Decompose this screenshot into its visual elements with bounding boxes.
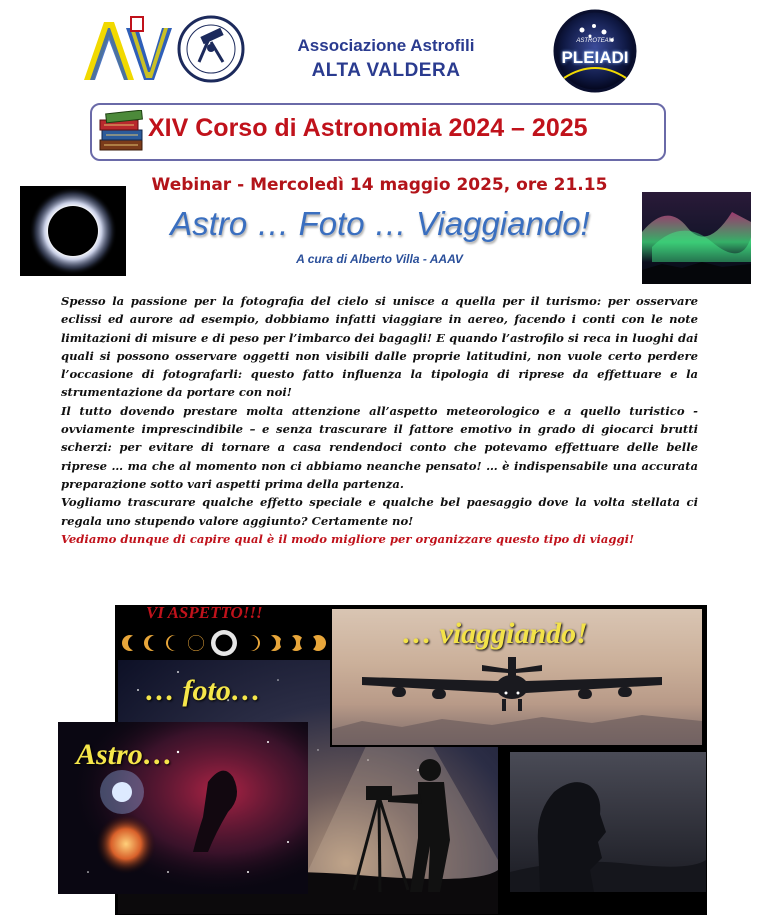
books-icon [98,110,146,154]
description-paragraph-1: Spesso la passione per la fotografia del cielo si unisce a quella per il turismo: per osservare eclissi ed aurore ad esempio, dobbiamo infatti viaggiare in aereo, facendo i conti con le note limitazioni di misure e di peso per l’imbarco dei bagagli! E quando l’astrofilo si reca in luoghi dai quali si possono osservare oggetti non visibili dalle proprie latitudini, non vuole certo perdere l’occasione di fotografarli: questo fatto influenza la tipologia di riprese da effettuare e la strumentazione da portare con noi! [61,294,698,400]
org-line1: Associazione Astrofili [297,36,475,55]
eclipse-phases-image [118,628,328,658]
event-title: Astro … Foto … Viaggiando! [170,205,590,242]
description-paragraph-2: Il tutto dovendo prestare molta attenzione all’aspetto meteorologico e a quello turistico - ovviamente imprescindibile – e senza trascurare il fattore emotivo in grado di giocarci brutti scherzi: per evitare di tornare a casa rendendoci conto che potevamo effettuare delle belle riprese … ma che al momento non ci abbiamo neanche pensato! … è indispensabile una accurata preparazione sotto vari aspetti prima della partenza. [61,403,698,491]
label-astro: Astro… [76,738,173,771]
course-title: XIV Corso di Astronomia 2024 – 2025 [148,114,588,142]
aurora-image [642,192,751,284]
logo-pleiadi [552,8,638,94]
label-viaggiando: … viaggiando! [402,617,588,650]
invite-text: VI ASPETTO!!! [146,603,263,622]
logo-av-text: AV [82,76,84,77]
description-paragraph-4: Vediamo dunque di capire qual è il modo migliore per organizzare questo tipo di viaggi! [61,531,635,546]
description-paragraph-3: Vogliamo trascurare qualche effetto speciale e qualche bel paesaggio dove la volta stellata ci regala uno stupendo valore aggiunto? Certamente no! [61,495,698,528]
logo-av [80,14,172,84]
logo-uai [177,14,245,84]
moai-image [510,752,706,892]
org-line2: ALTA VALDERA [311,60,461,81]
event-author: A cura di Alberto Villa - AAAV [296,252,463,266]
logo-pleiadi-text: PLEIADI [561,48,629,67]
event-description [61,292,698,548]
label-foto: … foto… [145,674,261,707]
org-name [256,36,516,82]
webinar-date: Webinar - Mercoledì 14 maggio 2025, ore 21.15 [151,175,608,195]
logo-pleiadi-top: ASTROTEAM [576,38,614,44]
